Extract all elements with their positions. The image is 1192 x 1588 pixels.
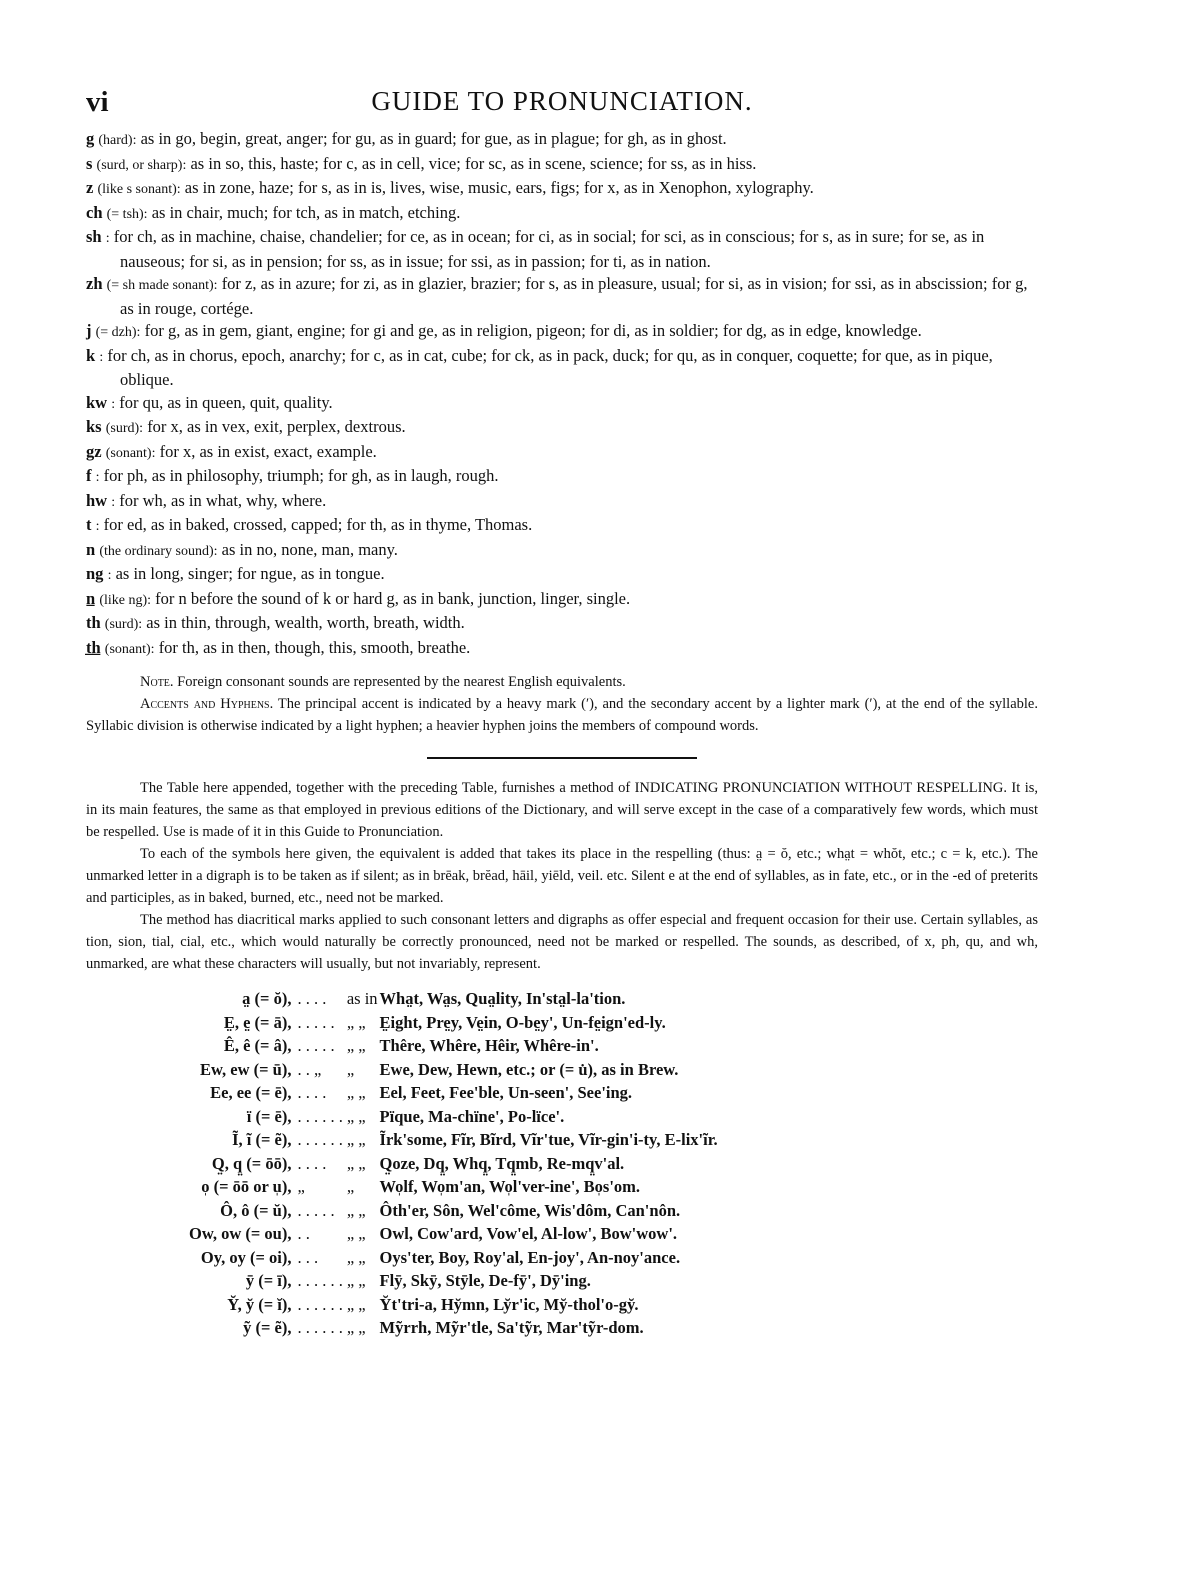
consonant-entry <box>86 177 1038 202</box>
vowel-symbol: Ô, ô (= ŭ), <box>220 1200 292 1220</box>
consonant-entry <box>86 514 1038 539</box>
as-in-mark: „ „ <box>346 1106 366 1126</box>
vowel-symbol: Oy, oy (= oi), <box>200 1247 292 1267</box>
consonant-key: j <box>86 321 92 340</box>
consonant-desc: (surd): <box>105 421 144 436</box>
consonant-entry <box>86 416 1038 441</box>
example-words: Oys'ter, Boy, Roy'al, En-joy', An-noy'ance. <box>379 1247 681 1267</box>
vowel-symbol: ï (= ē), <box>246 1106 292 1126</box>
note-label: Note. <box>140 674 174 690</box>
consonant-text: for n before the sound of k or hard g, as in bank, junction, linger, single. <box>155 588 631 608</box>
consonant-entry <box>86 637 1038 662</box>
page-header <box>86 82 1038 128</box>
consonant-entry <box>86 392 1038 417</box>
consonant-key: s <box>86 153 93 173</box>
leader-dots: . . . . <box>297 989 327 1008</box>
paragraph-method: The method has diacritical marks applied to such consonant letters and digraphs as offer especial and frequent occasion for their use. Certain syllables, as tion, sion, tial, cial, etc., which would naturally be correctly pronounced, need not be marked or respelled. The sounds, as described, of x, ph, qu, and wh, unmarked, are what these characters will usually, but not invariably, represent. <box>86 912 1038 972</box>
example-words: Mỹrrh, Mỹr'tle, Sa'tỹr, Mar'tỹr-dom. <box>379 1318 644 1337</box>
consonant-text: as in chair, much; for tch, as in match, etching. <box>151 202 461 222</box>
consonant-text: as in so, this, haste; for c, as in cell, vice; for sc, as in scene, science; for ss, as in hiss. <box>190 153 757 173</box>
accents-label: Accents and Hyphens. <box>140 696 274 712</box>
consonant-desc: : <box>99 349 104 365</box>
example-words: Ewe, Dew, Hewn, etc.; or (= u̇), as in Brew. <box>379 1059 679 1079</box>
vowel-row <box>189 1269 718 1293</box>
note-block <box>86 671 1038 737</box>
vowel-row <box>189 1316 718 1340</box>
consonant-key: ks <box>86 417 102 436</box>
as-in-mark: „ „ <box>346 1294 366 1314</box>
vowel-row <box>189 1175 718 1199</box>
consonant-text: as in no, none, man, many. <box>221 539 398 559</box>
leader-dots: . . . . . . <box>297 1294 343 1314</box>
consonant-desc: (= tsh): <box>106 206 148 222</box>
example-words: Flȳ, Skȳ, Stȳle, De-fȳ', Dȳ'ing. <box>379 1271 591 1290</box>
consonant-key: gz <box>86 441 102 461</box>
vowel-symbol: Ĩ, ĩ (= ẽ), <box>232 1130 292 1149</box>
paragraph-intro: The Table here appended, together with the preceding Table, furnishes a method of INDICATING PRONUNCIATION WITHOUT RESPELLING. It is, in its main features, the same as that employed in previous editions of the Dictionary, and will serve except in the case of a comparatively few words, which must be respelled. Use is made of it in this Guide to Pronunciation. <box>86 780 1038 840</box>
vowel-row <box>189 1152 718 1176</box>
consonant-key: sh <box>86 227 102 246</box>
consonant-desc: (surd, or sharp): <box>96 157 187 173</box>
example-words: Ĩrk'some, Fĩr, Bĩrd, Vĩr'tue, Vĩr-gin'i-ty, E-lix'ĩr. <box>379 1130 718 1149</box>
consonant-entry <box>86 345 1038 392</box>
leader-dots: . . . . <box>297 1083 327 1102</box>
as-in-mark: „ „ <box>346 1012 366 1032</box>
example-words: Y̆t'tri-a, Hy̆mn, Ly̆r'ic, My̆-thol'o-gy̆. <box>379 1294 639 1314</box>
consonant-key: t̲h̲ <box>86 637 101 657</box>
as-in-mark: „ „ <box>346 1083 366 1102</box>
leader-dots: . . . . . . <box>297 1318 343 1337</box>
vowel-symbol: Y̆, y̆ (= ĭ), <box>227 1294 292 1314</box>
vowel-symbol: E̤, e̤ (= ā), <box>223 1012 292 1032</box>
accents-note <box>86 693 1038 737</box>
leader-dots: . . . . . . <box>297 1130 343 1149</box>
consonant-entry <box>86 563 1038 588</box>
vowel-row <box>189 1081 718 1105</box>
as-in-mark: „ <box>346 1059 355 1079</box>
consonant-text: for z, as in azure; for zi, as in glazier, brazier; for s, as in pleasure, usual; for si, as in vision; for ssi, as in abscission; for g, as in rouge, cortége. <box>120 274 1028 318</box>
consonant-entry <box>86 612 1038 637</box>
vowel-symbol: ỹ (= ẽ), <box>243 1318 292 1337</box>
consonant-key: ch <box>86 202 103 222</box>
consonant-desc: : <box>105 231 110 246</box>
consonant-entry <box>86 320 1038 345</box>
vowel-row <box>189 1058 718 1082</box>
as-in-mark: „ <box>346 1177 355 1196</box>
consonant-desc: : <box>95 470 100 485</box>
consonant-key: hw <box>86 490 108 510</box>
consonant-text: for ed, as in baked, crossed, capped; for th, as in thyme, Thomas. <box>103 515 533 534</box>
consonant-desc: (= sh made sonant): <box>106 278 218 293</box>
consonant-entry <box>86 490 1038 515</box>
vowel-row <box>189 1293 718 1317</box>
consonant-key: zh <box>86 274 103 293</box>
consonant-text: for ph, as in philosophy, triumph; for gh, as in laugh, rough. <box>103 466 499 485</box>
consonant-desc: (like s sonant): <box>97 182 181 197</box>
consonant-key: k <box>86 345 96 365</box>
consonant-desc: (surd): <box>104 617 143 632</box>
vowel-symbol: ȳ (= ī), <box>245 1271 292 1290</box>
consonant-list <box>86 128 1038 661</box>
consonant-desc: (hard): <box>98 133 137 148</box>
accents-text: The principal accent is indicated by a heavy mark (ʹ), and the secondary accent by a lighter mark (ʹ), at the end of the syllable. Syllabic division is otherwise indicated by a light hyphen; a heavier hyphen joins the members of compound words. <box>86 696 1038 734</box>
vowel-symbol: o̩ (= ōō or u̩), <box>201 1177 292 1196</box>
leader-dots: . . . . . . <box>297 1271 343 1290</box>
example-words: Ôth'er, Sôn, Wel'côme, Wis'dôm, Can'nôn. <box>379 1200 681 1220</box>
vowel-symbol: Ew, ew (= ū), <box>200 1059 292 1079</box>
consonant-key: f <box>86 466 92 485</box>
section-divider <box>427 757 697 759</box>
consonant-text: for x, as in vex, exit, perplex, dextrous. <box>147 417 406 436</box>
consonant-key: kw <box>86 392 108 412</box>
vowel-row <box>189 1011 718 1035</box>
consonant-text: for ch, as in chorus, epoch, anarchy; for c, as in cat, cube; for ck, as in pack, duck; for qu, as in conquer, coquette; for que, as in pique, oblique. <box>107 345 993 389</box>
vowel-row <box>189 1105 718 1129</box>
page-title: GUIDE TO PRONUNCIATION. <box>371 86 753 116</box>
as-in-mark: „ „ <box>346 1200 366 1220</box>
as-in-mark: „ „ <box>346 1271 366 1290</box>
example-words: Owl, Cow'ard, Vow'el, Al-low', Bow'wow'. <box>379 1224 678 1243</box>
as-in-mark: „ „ <box>346 1247 366 1267</box>
leader-dots: . . . . . <box>297 1036 335 1055</box>
example-words: Thêre, Whêre, Hêir, Whêre-in'. <box>379 1036 599 1055</box>
vowel-row <box>189 1222 718 1246</box>
consonant-text: as in long, singer; for ngue, as in tongue. <box>115 564 385 583</box>
consonant-desc: : <box>111 494 116 510</box>
leader-dots: „ <box>297 1177 305 1196</box>
vowel-row <box>189 1246 718 1270</box>
example-words: Wo̩lf, Wo̩m'an, Wo̩l'ver-ine', Bo̩s'om. <box>379 1177 641 1196</box>
paragraph-symbols: To each of the symbols here given, the equivalent is added that takes its place in the respelling (thus: a̤ = ŏ, etc.; wha̤t = whŏt, etc.; c = k, etc.). The unmarked letter in a digraph is to be taken as if silent; as in brēak, brĕad, hāil, yiēld, veil. etc. Silent e at the end of syllables, as in fate, etc., or in the -ed of preterits and participles, as in baked, burned, etc., need not be marked. <box>86 846 1038 906</box>
leader-dots: . . . . . <box>297 1012 335 1032</box>
consonant-text: for wh, as in what, why, where. <box>119 490 327 510</box>
consonant-key: th <box>86 613 101 632</box>
vowel-symbol: Ow, ow (= ou), <box>189 1224 292 1243</box>
leader-dots: . . . . . <box>297 1200 335 1220</box>
consonant-desc: : <box>95 519 100 534</box>
as-in-mark: „ „ <box>346 1224 366 1243</box>
page-number: vi <box>86 86 109 118</box>
consonant-desc: (sonant): <box>104 641 155 657</box>
consonant-entry <box>86 153 1038 178</box>
consonant-key: ng <box>86 564 104 583</box>
consonant-entry <box>86 465 1038 490</box>
consonant-desc: (sonant): <box>105 445 156 461</box>
consonant-entry <box>86 441 1038 466</box>
vowel-row <box>189 1034 718 1058</box>
leader-dots: . . . . . . <box>297 1106 343 1126</box>
example-words: Pïque, Ma-chïne', Po-lïce'. <box>379 1106 565 1126</box>
consonant-entry <box>86 588 1038 613</box>
consonant-key: g <box>86 129 95 148</box>
consonant-desc: : <box>107 568 112 583</box>
leader-dots: . . „ <box>297 1059 322 1079</box>
as-in-mark: „ „ <box>346 1130 366 1149</box>
consonant-desc: (= dzh): <box>95 325 141 340</box>
as-in-mark: „ „ <box>346 1036 366 1055</box>
example-words: E̤ight, Pre̤y, Ve̤in, O-be̤y', Un-fe̤ign'ed-ly. <box>379 1012 666 1032</box>
foreign-note <box>86 671 1038 693</box>
leader-dots: . . . <box>297 1247 319 1267</box>
page <box>86 82 1038 1340</box>
consonant-entry <box>86 202 1038 227</box>
consonant-key: n <box>86 539 96 559</box>
consonant-text: as in go, begin, great, anger; for gu, as in guard; for gue, as in plague; for gh, as in ghost. <box>140 129 727 148</box>
consonant-key: n̲ <box>86 588 96 608</box>
consonant-text: as in thin, through, wealth, worth, breath, width. <box>146 613 465 632</box>
as-in-mark: „ „ <box>346 1153 366 1173</box>
consonant-text: for ch, as in machine, chaise, chandelier; for ce, as in ocean; for ci, as in social; for sci, as in conscious; for s, as in sure; for se, as in nauseous; for si, as in pension; for ss, as in issue; for ssi, as in passion; for ti, as in nation. <box>113 227 985 271</box>
consonant-desc: : <box>111 396 116 412</box>
consonant-entry <box>86 226 1038 273</box>
consonant-text: for th, as in then, though, this, smooth, breathe. <box>158 637 471 657</box>
as-in-mark: „ „ <box>346 1318 366 1337</box>
consonant-desc: (the ordinary sound): <box>99 543 218 559</box>
vowel-symbol: a̤ (= ŏ), <box>242 989 292 1008</box>
vowel-row <box>189 1128 718 1152</box>
example-words: Q̤oze, Dq̤, Whq̤, Tq̤mb, Re-mq̤v'al. <box>379 1153 625 1173</box>
vowel-symbol: Ee, ee (= ē), <box>210 1083 292 1102</box>
example-words: Eel, Feet, Fee'ble, Un-seen', See'ing. <box>379 1083 633 1102</box>
consonant-key: z <box>86 178 94 197</box>
vowel-table <box>189 987 718 1340</box>
consonant-key: t <box>86 515 92 534</box>
vowel-row <box>189 987 718 1011</box>
leader-dots: . . . . <box>297 1153 327 1173</box>
consonant-text: for g, as in gem, giant, engine; for gi and ge, as in religion, pigeon; for di, as in soldier; for dg, as in edge, knowledge. <box>144 321 922 340</box>
vowel-symbol: Q̤, q̤ (= ōō), <box>211 1153 292 1173</box>
vowel-row <box>189 1199 718 1223</box>
consonant-entry <box>86 273 1038 320</box>
consonant-text: as in zone, haze; for s, as in is, lives, wise, music, ears, figs; for x, as in Xenophon, xylography. <box>184 178 814 197</box>
example-words: Wha̤t, Wa̤s, Qua̤lity, In'sta̤l-la'tion. <box>379 989 626 1008</box>
consonant-entry <box>86 128 1038 153</box>
as-in-mark: as in <box>346 989 378 1008</box>
vowel-symbol: Ê, ê (= â), <box>223 1036 292 1055</box>
consonant-desc: (like ng): <box>99 592 152 608</box>
consonant-text: for x, as in exist, exact, example. <box>159 441 377 461</box>
consonant-entry <box>86 539 1038 564</box>
consonant-text: for qu, as in queen, quit, quality. <box>119 392 333 412</box>
leader-dots: . . <box>297 1224 310 1243</box>
note-text: Foreign consonant sounds are represented by the nearest English equivalents. <box>177 674 626 690</box>
